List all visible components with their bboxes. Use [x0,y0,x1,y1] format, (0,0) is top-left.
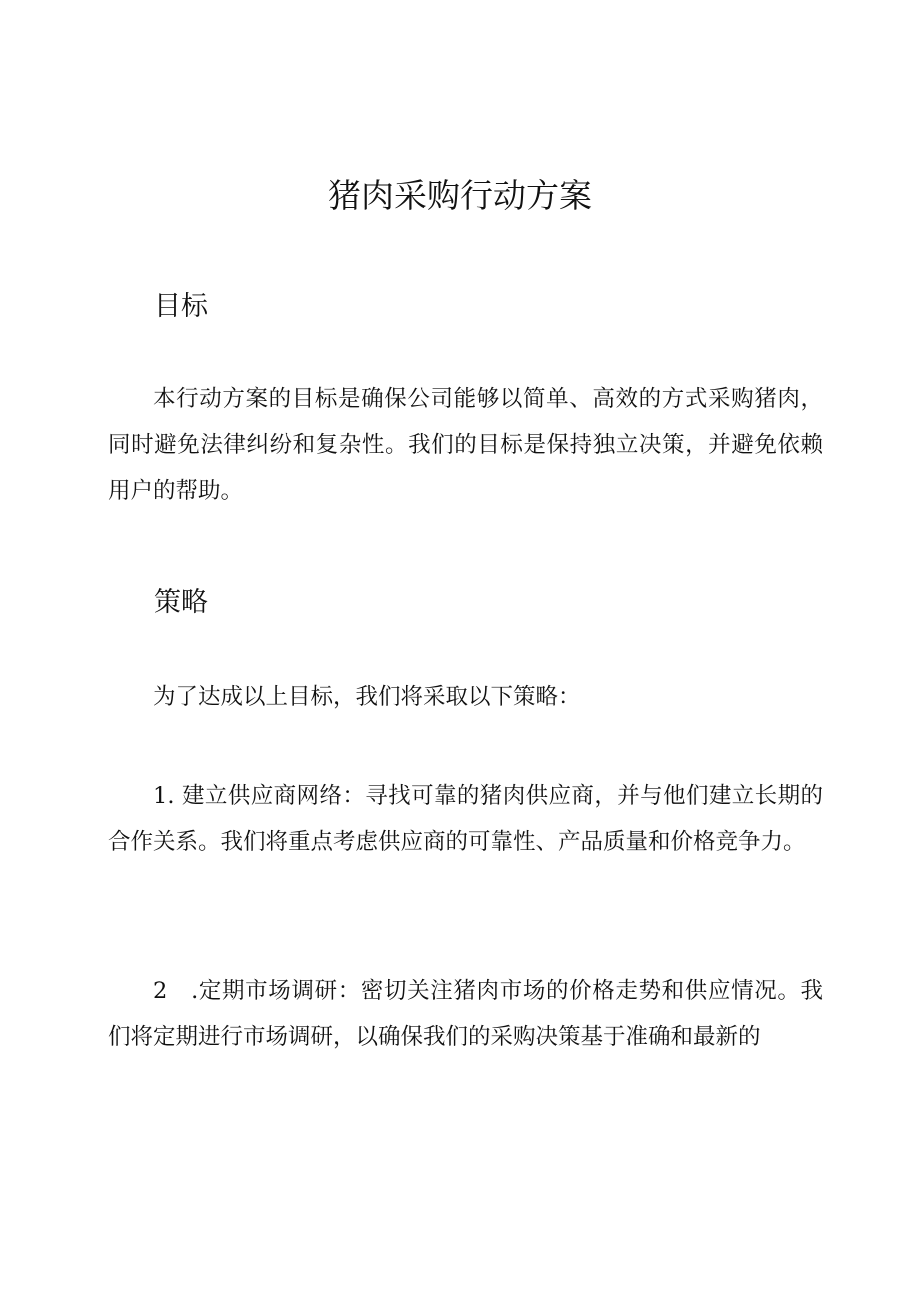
document-title: 猪肉采购行动方案 [328,176,592,215]
section-heading-goal: 目标 [154,291,208,322]
section-heading-strategy: 策略 [154,587,208,618]
strategy-item-2: 2 .定期市场调研：密切关注猪肉市场的价格走势和供应情况。我们将定期进行市场调研，以确保我们的采购决策基于准确和最新的 [108,978,823,1050]
strategy-intro-paragraph: 为了达成以上目标，我们将采取以下策略： [153,684,581,710]
goal-paragraph: 本行动方案的目标是确保公司能够以简单、高效的方式采购猪肉，同时避免法律纠纷和复杂性。我们的目标是保持独立决策，并避免依赖用户的帮助。 [108,386,823,504]
strategy-item-1: 1. 建立供应商网络：寻找可靠的猪肉供应商，并与他们建立长期的合作关系。我们将重点考虑供应商的可靠性、产品质量和价格竞争力。 [108,783,823,855]
